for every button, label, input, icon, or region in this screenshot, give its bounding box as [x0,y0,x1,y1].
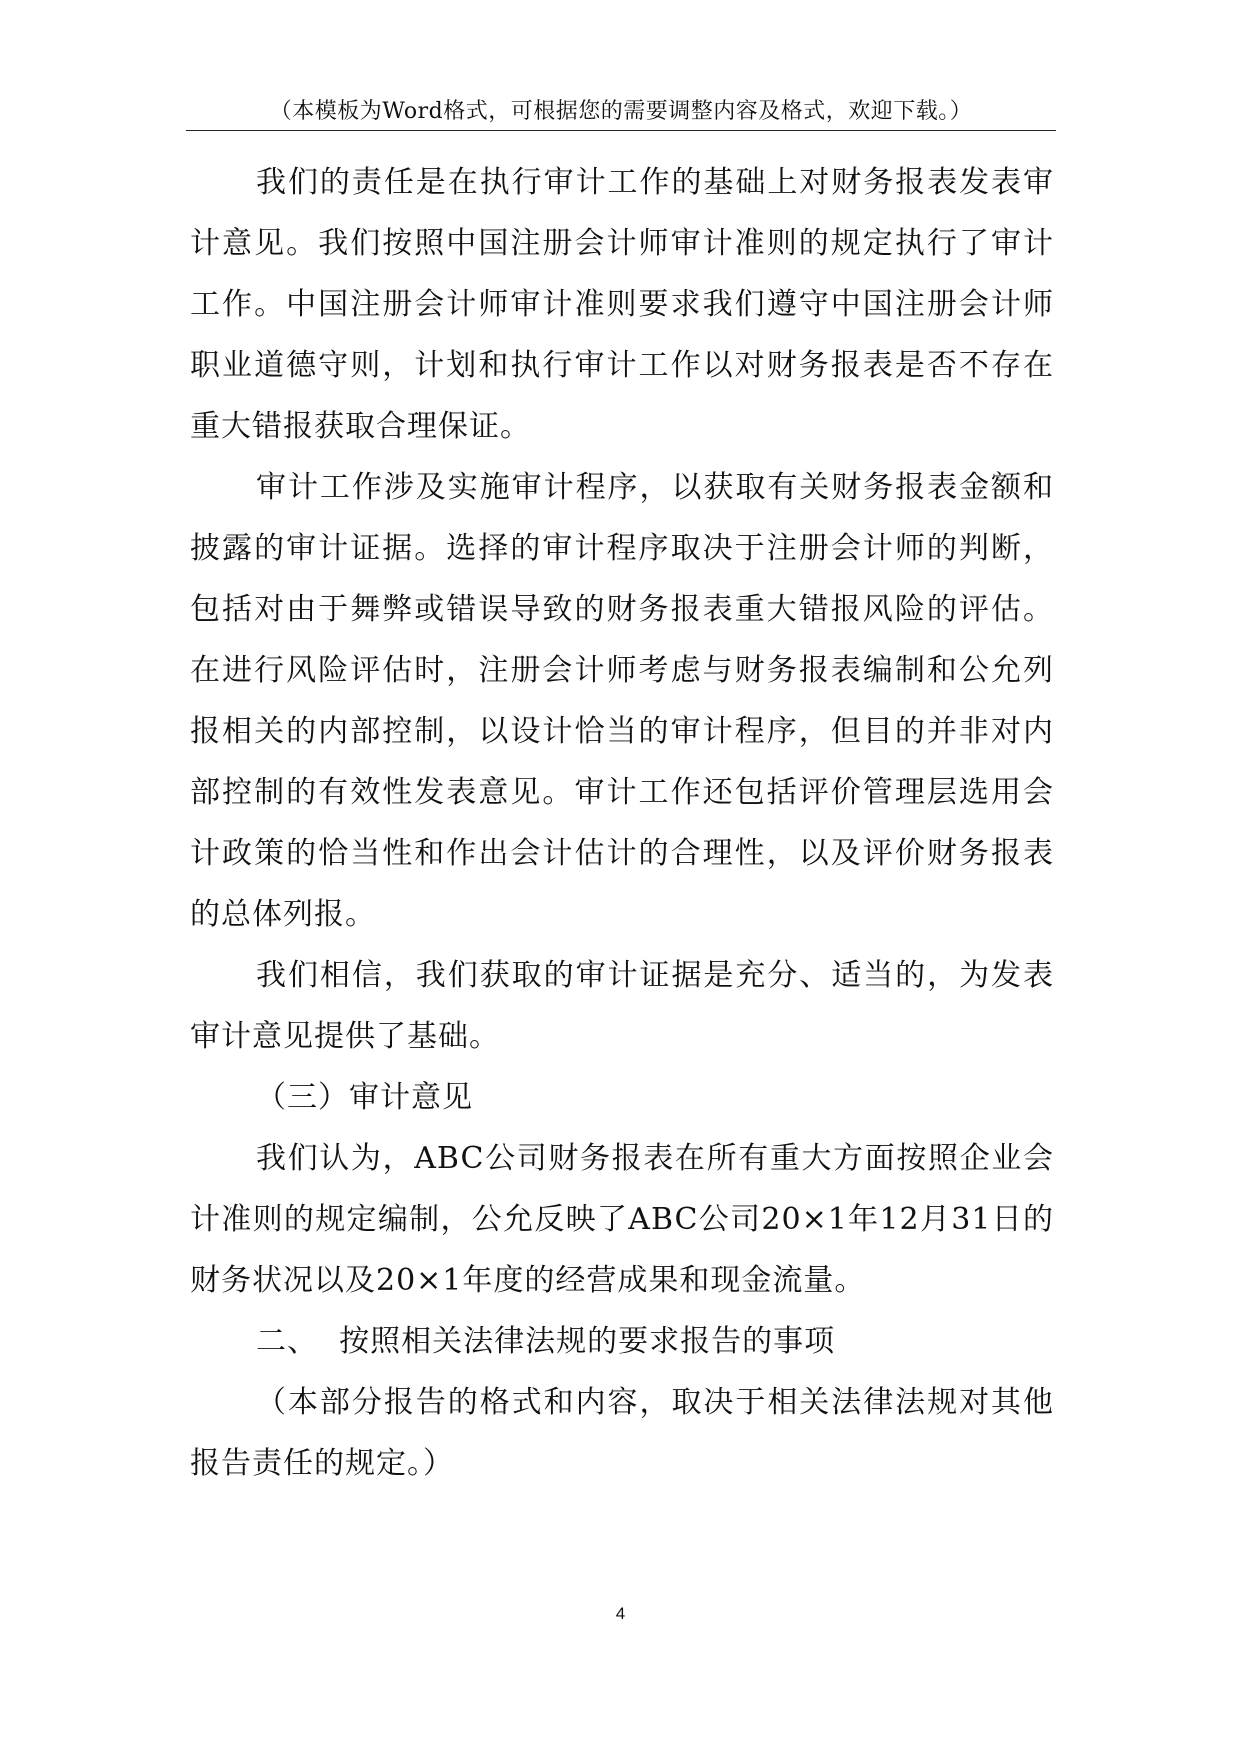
document-body [190,152,1054,1494]
header-divider [186,130,1056,131]
page-number: 4 [615,1604,626,1623]
paragraph-audit-work: 审计工作涉及实施审计程序，以获取有关财务报表金额和披露的审计证据。选择的审计程序取决于注册会计师的判断，包括对由于舞弊或错误导致的财务报表重大错报风险的评估。在进行风险评估时，注册会计师考虑与财务报表编制和公允列报相关的内部控制，以设计恰当的审计程序，但目的并非对内部控制的有效性发表意见。审计工作还包括评价管理层选用会计政策的恰当性和作出会计估计的合理性，以及评价财务报表的总体列报。 [190,470,1054,932]
paragraph-audit-opinion: 我们认为，ABC公司财务报表在所有重大方面按照企业会计准则的规定编制，公允反映了ABC公司20×1年12月31日的财务状况以及20×1年度的经营成果和现金流量。 [190,1141,1054,1298]
paragraph-audit-evidence: 我们相信，我们获取的审计证据是充分、适当的，为发表审计意见提供了基础。 [190,958,1054,1054]
paragraph-auditor-responsibility: 我们的责任是在执行审计工作的基础上对财务报表发表审计意见。我们按照中国注册会计师审计准则的规定执行了审计工作。中国注册会计师审计准则要求我们遵守中国注册会计师职业道德守则，计划和执行审计工作以对财务报表是否不存在重大错报获取合理保证。 [190,165,1054,444]
header-note: （本模板为Word格式，可根据您的需要调整内容及格式，欢迎下载。） [269,99,973,124]
paragraph-legal-matters-note: （本部分报告的格式和内容，取决于相关法律法规对其他报告责任的规定。） [190,1385,1054,1481]
section-heading-legal-matters: 二、 按照相关法律法规的要求报告的事项 [256,1324,836,1359]
section-heading-audit-opinion: （三）审计意见 [256,1080,473,1115]
